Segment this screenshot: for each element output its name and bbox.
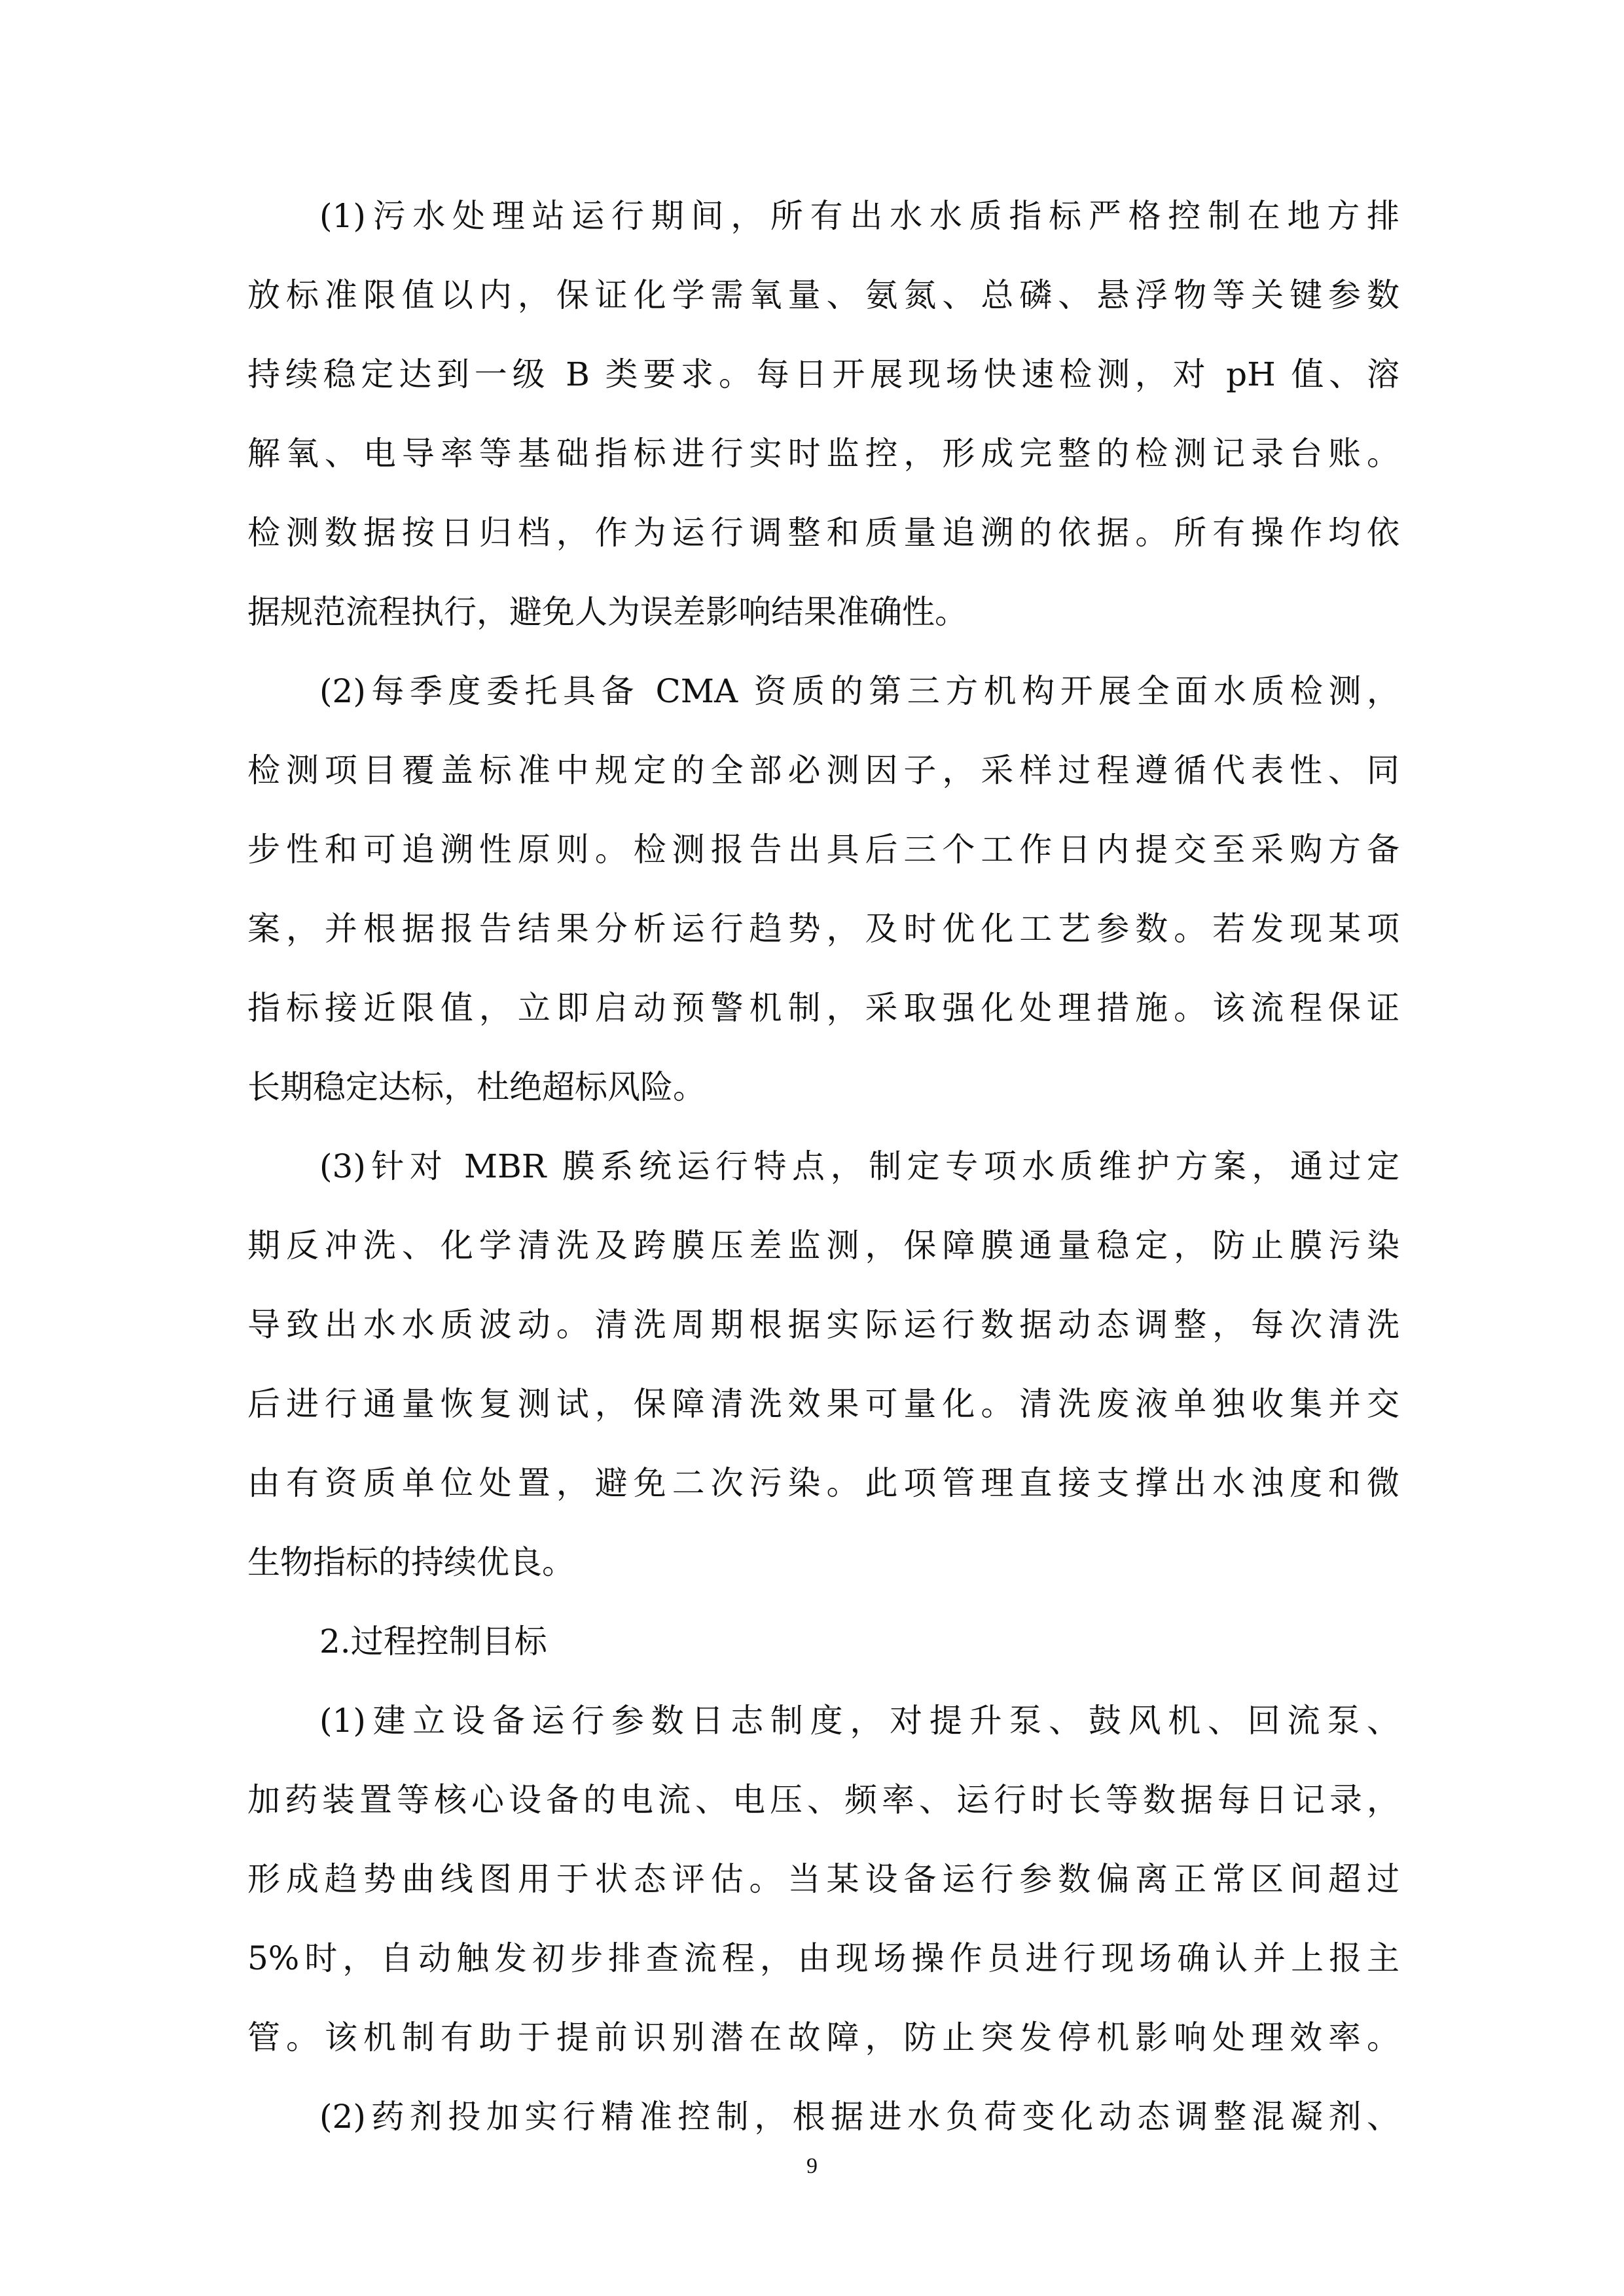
text-line: 持续稳定达到一级 B 类要求。每日开展现场快速检测，对 pH 值、溶	[247, 355, 1399, 393]
text-line: 步性和可追溯性原则。检测报告出具后三个工作日内提交至采购方备	[247, 831, 1399, 869]
text-line: 长期稳定达标，杜绝超标风险。	[247, 1068, 706, 1106]
paragraph-water-quality-2	[247, 652, 1399, 1127]
text-line: 5%时，自动触发初步排查流程，由现场操作员进行现场确认并上报主	[247, 1939, 1399, 1977]
text-line: 放标准限值以内，保证化学需氧量、氨氮、总磷、悬浮物等关键参数	[247, 276, 1399, 314]
section-heading-process-control	[247, 1602, 1399, 1681]
text-line: 据规范流程执行，避免人为误差影响结果准确性。	[247, 593, 967, 631]
text-line: 检测数据按日归档，作为运行调整和质量追溯的依据。所有操作均依	[247, 514, 1399, 552]
text-line: 检测项目覆盖标准中规定的全部必测因子，采样过程遵循代表性、同	[247, 751, 1399, 789]
text-line: (1)污水处理站运行期间，所有出水水质指标严格控制在地方排	[319, 197, 1399, 235]
text-line: (3)针对 MBR 膜系统运行特点，制定专项水质维护方案，通过定	[319, 1147, 1399, 1185]
text-line: (2)药剂投加实行精准控制，根据进水负荷变化动态调整混凝剂、	[319, 2098, 1399, 2136]
page-body	[247, 177, 1399, 2157]
text-line: 后进行通量恢复测试，保障清洗效果可量化。清洗废液单独收集并交	[247, 1385, 1399, 1423]
text-line: (2)每季度委托具备 CMA 资质的第三方机构开展全面水质检测，	[319, 672, 1399, 710]
paragraph-process-control-2	[247, 2077, 1399, 2157]
text-line: 解氧、电导率等基础指标进行实时监控，形成完整的检测记录台账。	[247, 435, 1399, 473]
text-line: 形成趋势曲线图用于状态评估。当某设备运行参数偏离正常区间超过	[247, 1860, 1399, 1898]
section-heading: 2.过程控制目标	[319, 1623, 547, 1660]
text-line: 生物指标的持续优良。	[247, 1543, 575, 1581]
page-number: 9	[806, 2154, 818, 2178]
text-line: 管。该机制有助于提前识别潜在故障，防止突发停机影响处理效率。	[247, 2018, 1399, 2056]
text-line: 指标接近限值，立即启动预警机制，采取强化处理措施。该流程保证	[247, 989, 1399, 1027]
text-line: 加药装置等核心设备的电流、电压、频率、运行时长等数据每日记录，	[247, 1781, 1399, 1819]
paragraph-water-quality-1	[247, 177, 1399, 652]
text-line: 由有资质单位处置，避免二次污染。此项管理直接支撑出水浊度和微	[247, 1464, 1399, 1502]
text-line: 案，并根据报告结果分析运行趋势，及时优化工艺参数。若发现某项	[247, 910, 1399, 948]
text-line: (1)建立设备运行参数日志制度，对提升泵、鼓风机、回流泵、	[319, 1702, 1399, 1740]
text-line: 期反冲洗、化学清洗及跨膜压差监测，保障膜通量稳定，防止膜污染	[247, 1227, 1399, 1265]
paragraph-process-control-1	[247, 1681, 1399, 2077]
paragraph-water-quality-3	[247, 1127, 1399, 1602]
text-line: 导致出水水质波动。清洗周期根据实际运行数据动态调整，每次清洗	[247, 1306, 1399, 1344]
